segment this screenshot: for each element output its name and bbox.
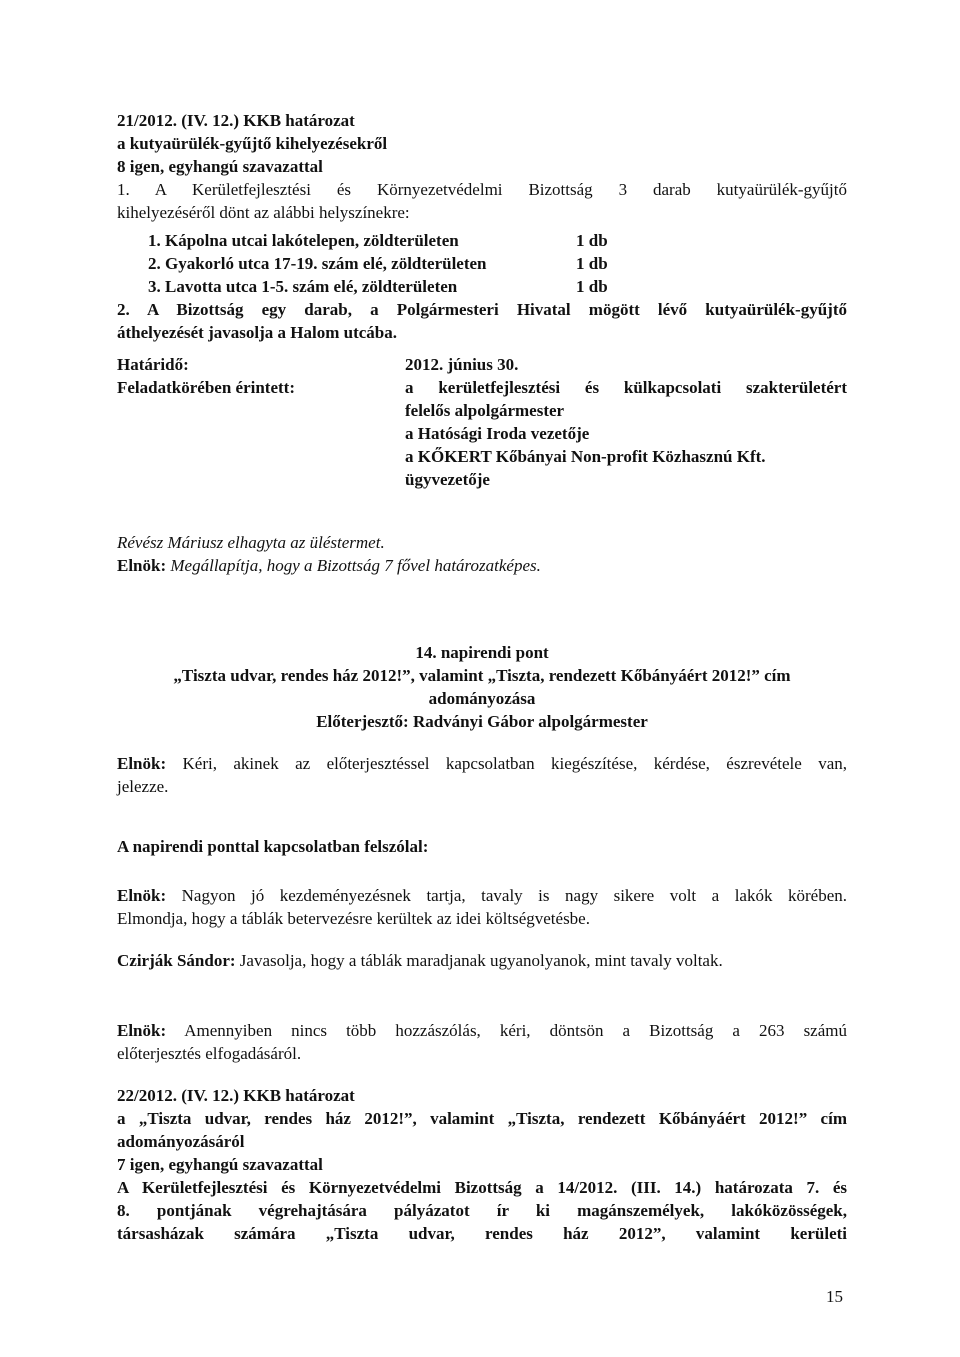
page-number: 15 bbox=[826, 1287, 843, 1306]
deadline-label: Határidő: bbox=[117, 355, 189, 374]
left-meeting-note: Révész Máriusz elhagyta az üléstermet. bbox=[117, 533, 385, 552]
chair-label: Elnök: bbox=[117, 1021, 167, 1040]
location-item: 3. Lavotta utca 1-5. szám elé, zöldterületen bbox=[148, 277, 458, 296]
czirjak-comment bbox=[117, 950, 723, 972]
chair-vote-text: Amennyiben nincs több hozzászólás, kéri, döntsön a Bizottság a 263 számú bbox=[184, 1021, 847, 1040]
resolution-22-text-cont: társasházak számára „Tiszta udvar, rendes ház 2012”, valamint kerületi bbox=[117, 1224, 847, 1243]
chair-ask-cont: jelezze. bbox=[117, 777, 169, 796]
agenda-point-number: 14. napirendi pont bbox=[415, 643, 549, 662]
location-quantity: 1 db bbox=[576, 277, 608, 296]
chair-comment bbox=[117, 885, 847, 907]
responsible-label: Feladatkörében érintett: bbox=[117, 378, 295, 397]
resolution-21-number: 21/2012. (IV. 12.) KKB határozat bbox=[117, 111, 355, 130]
resolution-21-vote: 8 igen, egyhangú szavazattal bbox=[117, 157, 323, 176]
chair-label: Elnök: bbox=[117, 886, 167, 905]
responsible-item: a Hatósági Iroda vezetője bbox=[405, 424, 590, 443]
resolution-21-point-1: 1. A Kerületfejlesztési és Környezetvédelmi Bizottság 3 darab kutyaürülék-gyűjtő bbox=[117, 180, 847, 199]
chair-comment-text: Nagyon jó kezdeményezésnek tartja, tavaly is nagy sikere volt a lakók körében. bbox=[181, 886, 847, 905]
responsible-item: a kerületfejlesztési és külkapcsolati szakterületért bbox=[405, 378, 847, 397]
resolution-22-number: 22/2012. (IV. 12.) KKB határozat bbox=[117, 1086, 355, 1105]
agenda-title: „Tiszta udvar, rendes ház 2012!”, valamint „Tiszta, rendezett Kőbányáért 2012!” cím bbox=[173, 666, 791, 685]
responsible-item: a KŐKERT Kőbányai Non-profit Közhasznú Kft. bbox=[405, 447, 766, 466]
resolution-22-vote: 7 igen, egyhangú szavazattal bbox=[117, 1155, 323, 1174]
resolution-21-point-2-cont: áthelyezését javasolja a Halom utcába. bbox=[117, 323, 397, 342]
chair-comment-cont: Elmondja, hogy a táblák betervezésre kerültek az idei költségvetésbe. bbox=[117, 909, 590, 928]
resolution-22-subject: a „Tiszta udvar, rendes ház 2012!”, valamint „Tiszta, rendezett Kőbányáért 2012!” cím bbox=[117, 1109, 847, 1128]
location-quantity: 1 db bbox=[576, 254, 608, 273]
speakers-heading: A napirendi ponttal kapcsolatban felszólal: bbox=[117, 837, 429, 856]
chair-label: Elnök: bbox=[117, 754, 167, 773]
quorum-text: Megállapítja, hogy a Bizottság 7 fővel határozatképes. bbox=[170, 556, 541, 575]
location-quantity: 1 db bbox=[576, 231, 608, 250]
location-item: 2. Gyakorló utca 17-19. szám elé, zöldterületen bbox=[148, 254, 487, 273]
quorum-note bbox=[117, 555, 541, 577]
czirjak-comment-text: Javasolja, hogy a táblák maradjanak ugyanolyanok, mint tavaly voltak. bbox=[239, 951, 723, 970]
agenda-title-cont: adományozása bbox=[428, 689, 536, 708]
resolution-21-point-2: 2. A Bizottság egy darab, a Polgármesteri Hivatal mögött lévő kutyaürülék-gyűjtő bbox=[117, 300, 847, 319]
resolution-21-point-1-cont: kihelyezéséről dönt az alábbi helyszínekre: bbox=[117, 203, 410, 222]
czirjak-label: Czirják Sándor: bbox=[117, 951, 236, 970]
chair-ask-text: Kéri, akinek az előterjesztéssel kapcsolatban kiegészítése, kérdése, észrevétele van, bbox=[182, 754, 847, 773]
resolution-22-text: A Kerületfejlesztési és Környezetvédelmi Bizottság a 14/2012. (III. 14.) határozata 7. és bbox=[117, 1178, 847, 1197]
responsible-item: ügyvezetője bbox=[405, 470, 490, 489]
chair-vote-cont: előterjesztés elfogadásáról. bbox=[117, 1044, 302, 1063]
chair-ask bbox=[117, 753, 847, 775]
location-item: 1. Kápolna utcai lakótelepen, zöldterületen bbox=[148, 231, 459, 250]
chair-label: Elnök: bbox=[117, 556, 167, 575]
agenda-presenter: Előterjesztő: Radványi Gábor alpolgármester bbox=[316, 712, 648, 731]
resolution-22-text-cont: 8. pontjának végrehajtására pályázatot ír ki magánszemélyek, lakóközösségek, bbox=[117, 1201, 847, 1220]
responsible-item: felelős alpolgármester bbox=[405, 401, 565, 420]
chair-vote-request bbox=[117, 1020, 847, 1042]
resolution-21-subject: a kutyaürülék-gyűjtő kihelyezésekről bbox=[117, 134, 388, 153]
deadline-value: 2012. június 30. bbox=[405, 355, 519, 374]
resolution-22-subject-cont: adományozásáról bbox=[117, 1132, 245, 1151]
